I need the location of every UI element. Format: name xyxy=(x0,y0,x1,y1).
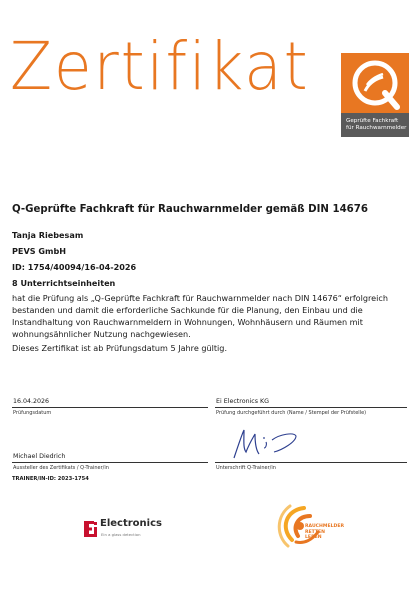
issuer-line xyxy=(12,462,208,463)
signature-line xyxy=(215,462,407,463)
rauchmelder-slogan-line3: LEBEN xyxy=(305,535,322,541)
examiner-label: Prüfung durchgeführt durch (Name / Stempel der Prüfstelle) xyxy=(216,410,367,416)
holder-company: PEVS GmbH xyxy=(12,246,67,256)
ei-electronics-logo-icon xyxy=(82,516,98,540)
examiner-value: Ei Electronics KG xyxy=(216,398,270,405)
signature-label: Unterschrift Q-Trainer/in xyxy=(216,465,276,471)
badge-caption-line2: für Rauchwarnmelder xyxy=(346,125,407,131)
rauchmelder-slogan xyxy=(305,524,344,541)
exam-date-label: Prüfungsdatum xyxy=(13,410,52,416)
ei-electronics-brand: Electronics xyxy=(100,518,162,529)
examiner-line xyxy=(215,407,407,408)
rauchmelder-slogan-line1: RAUCHMELDER xyxy=(305,524,345,529)
handwritten-signature xyxy=(228,424,300,462)
holder-name: Tanja Riebesam xyxy=(12,230,84,240)
trainer-id: TRAINER/IN-ID: 2023-1754 xyxy=(12,476,89,482)
q-quality-badge xyxy=(341,53,409,137)
badge-caption-line1: Geprüfte Fachkraft xyxy=(346,118,399,124)
ei-electronics-tagline: Ein a glass detection xyxy=(101,532,141,537)
training-units: 8 Unterrichtseinheiten xyxy=(12,278,116,288)
issuer-value: Michael Diedrich xyxy=(13,453,66,460)
issuer-label: Aussteller des Zertifikats / Q-Trainer/in xyxy=(13,465,109,471)
rauchmelder-slogan-line2: RETTEN xyxy=(305,529,326,535)
qualification-heading: Q-Geprüfte Fachkraft für Rauchwarnmelder gemäß DIN 14676 xyxy=(12,204,368,215)
q-logo-icon xyxy=(341,53,409,113)
exam-date-value: 16.04.2026 xyxy=(13,398,50,405)
certificate-statement: hat die Prüfung als „Q-Geprüfte Fachkraft für Rauchwarnmelder nach DIN 14676“ erfolgreich bestanden und damit die erforderliche Sachkunde für die Planung, den Einbau und die Instandhaltung von Rauchwarnmeldern in Wohnungen, Wohnhäusern und Räumen mit wohnungsähnlicher Nutzung nachgewiesen. xyxy=(12,293,388,339)
badge-caption xyxy=(341,113,409,137)
validity-note: Dieses Zertifikat ist ab Prüfungsdatum 5 Jahre gültig. xyxy=(12,343,228,353)
exam-date-line xyxy=(12,407,208,408)
certificate-title: Zertifikat xyxy=(10,28,310,105)
certificate-id: ID: 1754/40094/16-04-2026 xyxy=(12,262,137,272)
holder-details xyxy=(12,227,136,291)
